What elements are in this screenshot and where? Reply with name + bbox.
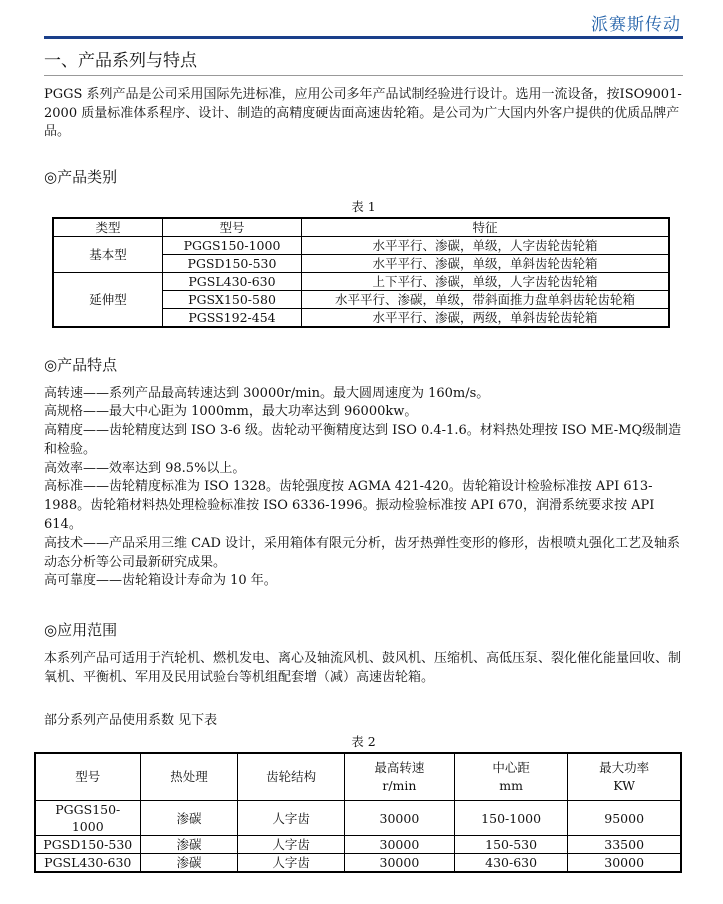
model-cell: PGSD150-530 [163, 254, 302, 272]
table2-cell: 30000 [568, 854, 681, 873]
usage-factor-table [34, 752, 682, 873]
table2-header-line: 型号 [75, 769, 101, 785]
table2-header-line: 最大功率 [599, 760, 650, 776]
table-row [35, 854, 681, 873]
table1-header-type: 类型 [53, 218, 163, 237]
table2-cell: 渗碳 [140, 801, 238, 836]
feature-item: 高效率——效率达到 98.5%以上。 [44, 460, 246, 476]
table1-header-model: 型号 [163, 218, 302, 237]
model-cell: PGSX150-580 [163, 290, 302, 308]
table2-header-cell [568, 753, 681, 801]
table2-header-line: 最高转速 [374, 760, 425, 776]
feature-item: 高技术——产品采用三维 CAD 设计，采用箱体有限元分析，齿牙热弹性变形的修形，齿根喷丸强化工艺及轴系动态分析等公司最新研究成果。 [44, 535, 681, 570]
table1-caption: 表 1 [351, 198, 376, 214]
table2-header-cell [238, 753, 345, 801]
table2-cell: 150-1000 [454, 801, 567, 836]
table2-header-line: mm [499, 778, 523, 794]
document-body [44, 46, 683, 873]
table2-cell: PGGS150-1000 [35, 801, 140, 836]
feature-item: 高标准——齿轮精度标准为 ISO 1328。齿轮强度按 AGMA 421-420。齿轮箱设计检验标准按 API 613-1988。齿轮箱材料热处理检验标准按 ISO 6336-1996。振动检验标准按 API 670，润滑系统要求按 API 614。 [44, 479, 655, 533]
applications-heading: ◎应用范围 [44, 621, 118, 640]
table1-header-feature: 特征 [302, 218, 670, 237]
table2-cell: 30000 [344, 854, 454, 873]
feature-cell: 水平平行、渗碳，单级，带斜面推力盘单斜齿轮齿轮箱 [302, 290, 670, 308]
table2-cell: 30000 [344, 801, 454, 836]
table2-header-cell [35, 753, 140, 801]
table-row [53, 236, 669, 254]
table2-header-cell [454, 753, 567, 801]
table-row [53, 272, 669, 290]
feature-cell: 水平平行、渗碳，两级，单斜齿轮齿轮箱 [302, 308, 670, 327]
table2-cell: PGSL430-630 [35, 854, 140, 873]
features-heading: ◎产品特点 [44, 355, 118, 374]
table1-header-row [53, 218, 669, 237]
product-categories-table [52, 217, 670, 328]
usage-note: 部分系列产品使用系数 见下表 [44, 713, 218, 729]
feature-item: 高规格——最大中心距为 1000mm，最大功率达到 96000kw。 [44, 404, 418, 420]
table2-header-line: 齿轮结构 [266, 769, 317, 785]
table2-cell: 150-530 [454, 836, 567, 854]
table2-header-line: KW [613, 778, 636, 794]
table2-cell: 渗碳 [140, 836, 238, 854]
model-cell: PGSL430-630 [163, 272, 302, 290]
feature-item: 高精度——齿轮精度达到 ISO 3-6 级。齿轮动平衡精度达到 ISO 0.4-1.6。材料热处理按 ISO ME-MQ级制造和检验。 [44, 423, 682, 457]
categories-heading: ◎产品类别 [44, 167, 118, 186]
applications-text: 本系列产品可适用于汽轮机、燃机发电、离心及轴流风机、鼓风机、压缩机、高低压泵、裂化催化能量回收、制氧机、平衡机、军用及民用试验台等机组配套增（减）高速齿轮箱。 [44, 651, 682, 685]
table2-header-line: r/min [382, 778, 417, 794]
category-type-cell: 延伸型 [53, 272, 163, 327]
feature-cell: 水平平行、渗碳，单级，单斜齿轮齿轮箱 [302, 254, 670, 272]
table2-header-line: 中心距 [492, 760, 530, 776]
model-cell: PGSS192-454 [163, 308, 302, 327]
table2-cell: 人字齿 [238, 836, 345, 854]
features-list [44, 385, 683, 592]
table2-cell: 30000 [344, 836, 454, 854]
feature-item: 高可靠度——齿轮箱设计寿命为 10 年。 [44, 573, 277, 589]
brand-name: 派赛斯传动 [591, 15, 681, 35]
table2-cell: 人字齿 [238, 801, 345, 836]
model-cell: PGGS150-1000 [163, 236, 302, 254]
table2-cell: 430-630 [454, 854, 567, 873]
intro-paragraph: PGGS 系列产品是公司采用国际先进标准，应用公司多年产品试制经验进行设计。选用一流设备，按ISO9001-2000 质量标准体系程序、设计、制造的高精度硬齿面高速齿轮箱。是公司为广大国内外客户提供的优质品牌产品。 [44, 87, 682, 139]
table2-cell: 33500 [568, 836, 681, 854]
category-type-cell: 基本型 [53, 236, 163, 272]
table2-header-row [35, 753, 681, 801]
table2-cell: 人字齿 [238, 854, 345, 873]
section-title: 一、产品系列与特点 [44, 46, 683, 76]
table2-header-cell [140, 753, 238, 801]
table2-header-cell [344, 753, 454, 801]
table-row [35, 836, 681, 854]
header-rule [44, 36, 683, 39]
table2-cell: 95000 [568, 801, 681, 836]
table2-cell: PGSD150-530 [35, 836, 140, 854]
feature-cell: 水平平行、渗碳，单级，人字齿轮齿轮箱 [302, 236, 670, 254]
feature-cell: 上下平行、渗碳，单级，人字齿轮齿轮箱 [302, 272, 670, 290]
table2-caption: 表 2 [351, 734, 376, 750]
table-row [35, 801, 681, 836]
table2-cell: 渗碳 [140, 854, 238, 873]
table2-header-line: 热处理 [170, 769, 208, 785]
feature-item: 高转速——系列产品最高转速达到 30000r/min。最大圆周速度为 160m/s。 [44, 385, 490, 401]
